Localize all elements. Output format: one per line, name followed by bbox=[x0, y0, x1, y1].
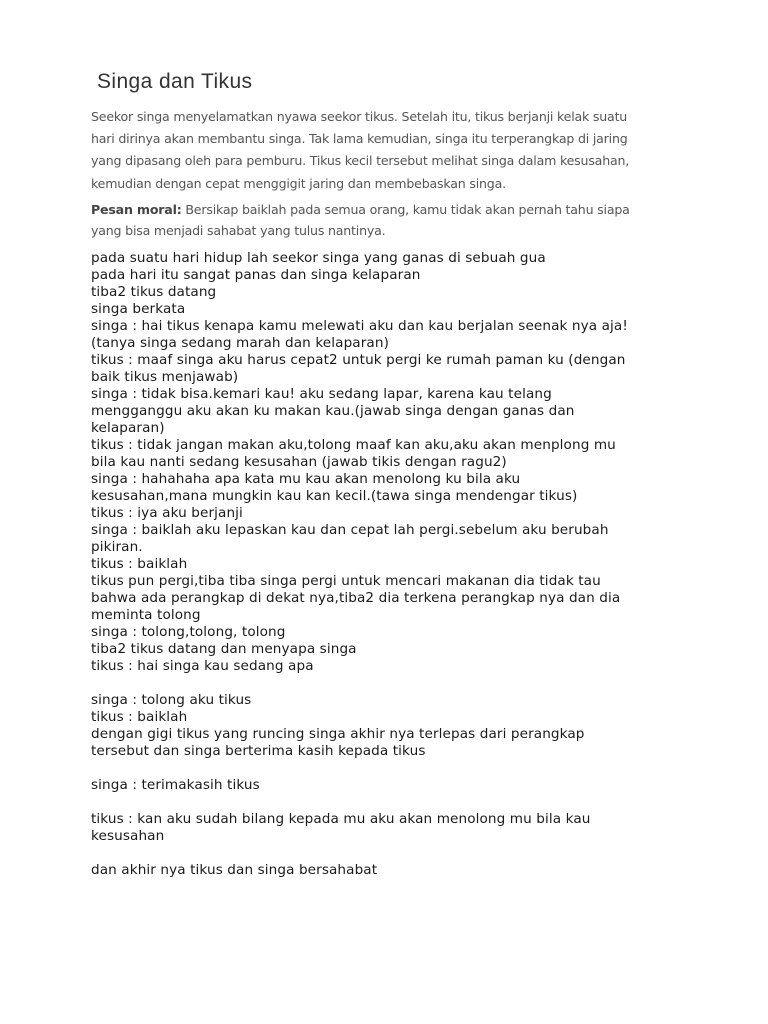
story-line: bahwa ada perangkap di dekat nya,tiba2 dia terkena perangkap nya dan dia bbox=[91, 590, 621, 606]
story-line: pada hari itu sangat panas dan singa kelaparan bbox=[91, 267, 421, 283]
story-line: mengganggu aku akan ku makan kau.(jawab singa dengan ganas dan bbox=[91, 403, 575, 419]
intro-line: Seekor singa menyelamatkan nyawa seekor tikus. Setelah itu, tikus berjanji kelak suatu bbox=[91, 109, 628, 124]
moral-text: Bersikap baiklah pada semua orang, kamu tidak akan pernah tahu siapa bbox=[181, 202, 630, 217]
story-line: pada suatu hari hidup lah seekor singa yang ganas di sebuah gua bbox=[91, 250, 546, 266]
story-line: bila kau nanti sedang kesusahan (jawab tikis dengan ragu2) bbox=[91, 454, 507, 470]
moral-paragraph bbox=[91, 200, 691, 241]
story-line: kesusahan bbox=[91, 828, 165, 844]
moral-label: Pesan moral: bbox=[91, 202, 182, 217]
story-line: singa : tolong,tolong, tolong bbox=[91, 624, 286, 640]
story-line: kelaparan) bbox=[91, 420, 165, 436]
moral-line bbox=[91, 200, 691, 221]
story-blank-line bbox=[91, 794, 691, 811]
story-line: tikus : maaf singa aku harus cepat2 untuk pergi ke rumah paman ku (dengan bbox=[91, 352, 626, 368]
story-line: tiba2 tikus datang bbox=[91, 284, 217, 300]
story-line: tikus : tidak jangan makan aku,tolong maaf kan aku,aku akan menplong mu bbox=[91, 437, 616, 453]
intro-line: yang dipasang oleh para pemburu. Tikus kecil tersebut melihat singa dalam kesusahan, bbox=[91, 153, 630, 169]
story-line: singa : tolong aku tikus bbox=[91, 692, 252, 708]
story-line: singa berkata bbox=[91, 301, 186, 317]
story-line: meminta tolong bbox=[91, 607, 201, 623]
page-title: Singa dan Tikus bbox=[97, 70, 253, 93]
story-line: dan akhir nya tikus dan singa bersahabat bbox=[91, 862, 378, 878]
story-line: tikus : baiklah bbox=[91, 556, 188, 572]
story-line: singa : baiklah aku lepaskan kau dan cepat lah pergi.sebelum aku berubah bbox=[91, 522, 609, 538]
story-line: pikiran. bbox=[91, 539, 143, 555]
story-blank-line bbox=[91, 845, 691, 862]
story-line: tersebut dan singa berterima kasih kepada tikus bbox=[91, 743, 426, 759]
story-line: tikus : kan aku sudah bilang kepada mu aku akan menolong mu bila kau bbox=[91, 811, 591, 827]
intro-paragraph bbox=[91, 106, 691, 195]
story-line: (tanya singa sedang marah dan kelaparan) bbox=[91, 335, 389, 351]
story-line: baik tikus menjawab) bbox=[91, 369, 239, 385]
moral-line: yang bisa menjadi sahabat yang tulus nantinya. bbox=[91, 222, 386, 238]
story-blank-line bbox=[91, 760, 691, 777]
story-line: tikus pun pergi,tiba tiba singa pergi untuk mencari makanan dia tidak tau bbox=[91, 573, 601, 589]
story-line: tikus : hai singa kau sedang apa bbox=[91, 658, 314, 674]
intro-line: kemudian dengan cepat menggigit jaring dan membebaskan singa. bbox=[91, 175, 506, 191]
story-line: kesusahan,mana mungkin kau kan kecil.(tawa singa mendengar tikus) bbox=[91, 488, 578, 504]
story-line: tikus : iya aku berjanji bbox=[91, 505, 243, 521]
story-line: singa : hahahaha apa kata mu kau akan menolong ku bila aku bbox=[91, 471, 521, 487]
story-blank-line bbox=[91, 675, 691, 692]
intro-line: hari dirinya akan membantu singa. Tak lama kemudian, singa itu terperangkap di jaring bbox=[91, 131, 628, 147]
story-body bbox=[91, 250, 691, 879]
story-line: dengan gigi tikus yang runcing singa akhir nya terlepas dari perangkap bbox=[91, 726, 585, 742]
story-line: tikus : baiklah bbox=[91, 709, 188, 725]
story-line: singa : terimakasih tikus bbox=[91, 777, 260, 793]
story-line: tiba2 tikus datang dan menyapa singa bbox=[91, 641, 357, 657]
story-line: singa : hai tikus kenapa kamu melewati aku dan kau berjalan seenak nya aja! bbox=[91, 318, 628, 334]
story-line: singa : tidak bisa.kemari kau! aku sedang lapar, karena kau telang bbox=[91, 386, 552, 402]
